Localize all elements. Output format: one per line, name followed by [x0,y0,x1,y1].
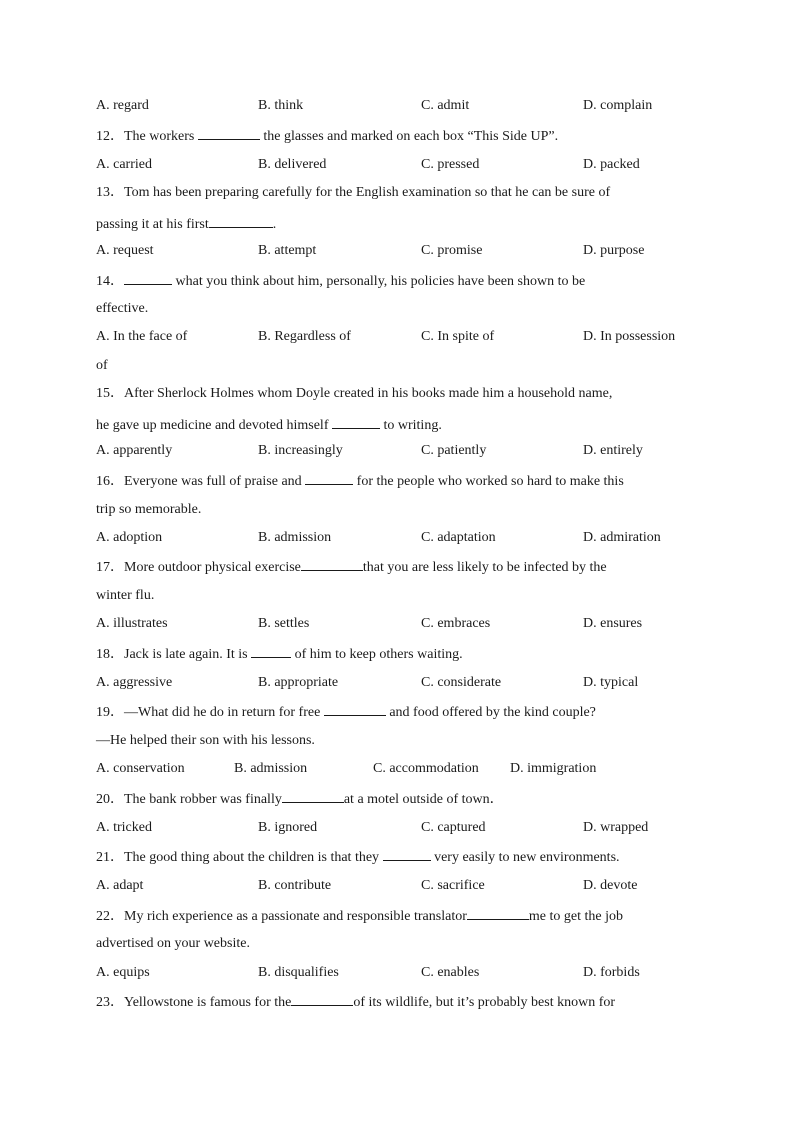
q15-stem-part1: he gave up medicine and devoted himself [96,418,332,433]
q19-stem-line1 [96,702,596,722]
q19-option-b: B. admission [234,761,308,776]
q11-option-a: A. regard [96,98,149,113]
q15-option-a: A. apparently [96,443,173,458]
q11-option-d: D. complain [583,98,653,113]
q14-stem-line1 [96,271,585,291]
q12-answer-blank [198,126,260,140]
q22-stem-part1: 22．My rich experience as a passionate and responsible translator [96,909,467,924]
q19-stem-line2: —He helped their son with his lessons. [96,733,315,748]
q17-option-a: A. illustrates [96,616,168,631]
q23-stem-part2: of its wildlife, but it’s probably best known for [353,995,616,1010]
q14-option-d: D. In possession [583,329,676,344]
q15-stem-part2: to writing. [379,418,442,433]
q19-option-c: C. accommodation [373,761,479,776]
q14-stem-line2: effective. [96,301,149,316]
q15-stem-line1: 15．After Sherlock Holmes whom Doyle created in his books made him a household name, [96,386,613,401]
q16-option-b: B. admission [258,530,332,545]
q13-stem-line1: 13．Tom has been preparing carefully for the English examination so that he can be sure of [96,185,611,200]
q21-options [0,877,794,895]
q20-stem-part2: at a motel outside of town． [343,792,504,807]
q21-option-a: A. adapt [96,878,144,893]
q14-option-d-overflow: of [96,358,108,373]
q14-answer-blank [124,271,172,285]
q14-option-b: B. Regardless of [258,329,351,344]
q15-option-b: B. increasingly [258,443,343,458]
q12-options [0,156,794,174]
q13-answer-blank [209,214,273,228]
q17-answer-blank [301,557,363,571]
q17-option-c: C. embraces [421,616,491,631]
q21-option-b: B. contribute [258,878,332,893]
q23-answer-blank [291,992,353,1006]
q22-options [0,964,794,982]
q18-option-c: C. considerate [421,675,502,690]
q18-stem-part1: 18．Jack is late again. It is [96,647,252,662]
q15-option-c: C. patiently [421,443,487,458]
q22-answer-blank [467,906,529,920]
q18-option-d: D. typical [583,675,639,690]
q19-option-a: A. conservation [96,761,185,776]
q20-options [0,819,794,837]
q23-stem-part1: 23．Yellowstone is famous for the [96,995,292,1010]
q21-option-d: D. devote [583,878,638,893]
q19-stem-part1: 19．—What did he do in return for free [96,705,324,720]
q17-stem-part2: that you are less likely to be infected by the [362,560,607,575]
q22-option-a: A. equips [96,965,150,980]
q12-option-b: B. delivered [258,157,327,172]
q18-stem-part2: of him to keep others waiting. [291,647,463,662]
q20-stem-part1: 20．The bank robber was finally [96,792,282,807]
q22-option-d: D. forbids [583,965,640,980]
q12-option-a: A. carried [96,157,152,172]
q16-stem-line1 [96,471,624,491]
q14-stem-part2: what you think about him, personally, his policies have been shown to be [172,274,586,289]
q18-option-a: A. aggressive [96,675,173,690]
q17-options [0,615,794,633]
q22-stem-line1 [96,906,623,926]
q12-option-d: D. packed [583,157,640,172]
q22-stem-line2: advertised on your website. [96,936,250,951]
q20-option-b: B. ignored [258,820,318,835]
q12-stem-part1: 12．The workers [96,129,198,144]
q21-stem-part1: 21．The good thing about the children is that they [96,850,383,865]
q21-answer-blank [383,847,431,861]
q14-option-c: C. In spite of [421,329,495,344]
q16-stem-line2: trip so memorable. [96,502,202,517]
q21-stem-part2: very easily to new environments. [430,850,620,865]
q16-answer-blank [305,471,353,485]
q22-option-b: B. disqualifies [258,965,339,980]
q13-option-a: A. request [96,243,154,258]
q16-options [0,529,794,547]
q12-option-c: C. pressed [421,157,480,172]
q13-stem-line2 [96,214,276,234]
q20-option-c: C. captured [421,820,486,835]
q13-stem-part2: . [272,217,277,232]
q20-option-a: A. tricked [96,820,152,835]
q15-stem-line2 [96,415,442,435]
q20-stem [96,789,504,809]
q21-option-c: C. sacrifice [421,878,485,893]
q18-option-b: B. appropriate [258,675,339,690]
q13-option-d: D. purpose [583,243,645,258]
q17-stem-line2: winter flu. [96,588,155,603]
q19-stem-part2: and food offered by the kind couple? [385,705,596,720]
q19-option-d: D. immigration [510,761,597,776]
q12-stem [96,126,558,146]
q15-option-d: D. entirely [583,443,643,458]
q11-option-b: B. think [258,98,304,113]
q16-stem-part1: 16．Everyone was full of praise and [96,474,306,489]
q23-stem-line1 [96,992,615,1012]
q15-answer-blank [332,415,380,429]
q11-options [0,97,794,115]
q16-option-c: C. adaptation [421,530,496,545]
q13-option-b: B. attempt [258,243,317,258]
q14-stem-part1: 14． [96,274,124,289]
q20-answer-blank [282,789,344,803]
q18-stem [96,644,463,664]
q19-answer-blank [324,702,386,716]
q15-options [0,442,794,460]
q13-options [0,242,794,260]
q17-stem-part1: 17．More outdoor physical exercise [96,560,301,575]
q19-options [0,760,794,778]
q17-option-d: D. ensures [583,616,643,631]
q13-stem-part1: passing it at his first [96,217,209,232]
q14-options [0,328,794,346]
q13-option-c: C. promise [421,243,483,258]
q18-options [0,674,794,692]
q17-option-b: B. settles [258,616,310,631]
q18-answer-blank [251,644,291,658]
q16-option-a: A. adoption [96,530,163,545]
q16-option-d: D. admiration [583,530,661,545]
q11-option-c: C. admit [421,98,470,113]
q22-option-c: C. enables [421,965,480,980]
q21-stem [96,847,620,867]
q14-option-a: A. In the face of [96,329,188,344]
q17-stem-line1 [96,557,607,577]
q16-stem-part2: for the people who worked so hard to make this [353,474,624,489]
q20-option-d: D. wrapped [583,820,649,835]
q12-stem-part2: the glasses and marked on each box “This Side UP”. [259,129,559,144]
q22-stem-part2: me to get the job [528,909,623,924]
